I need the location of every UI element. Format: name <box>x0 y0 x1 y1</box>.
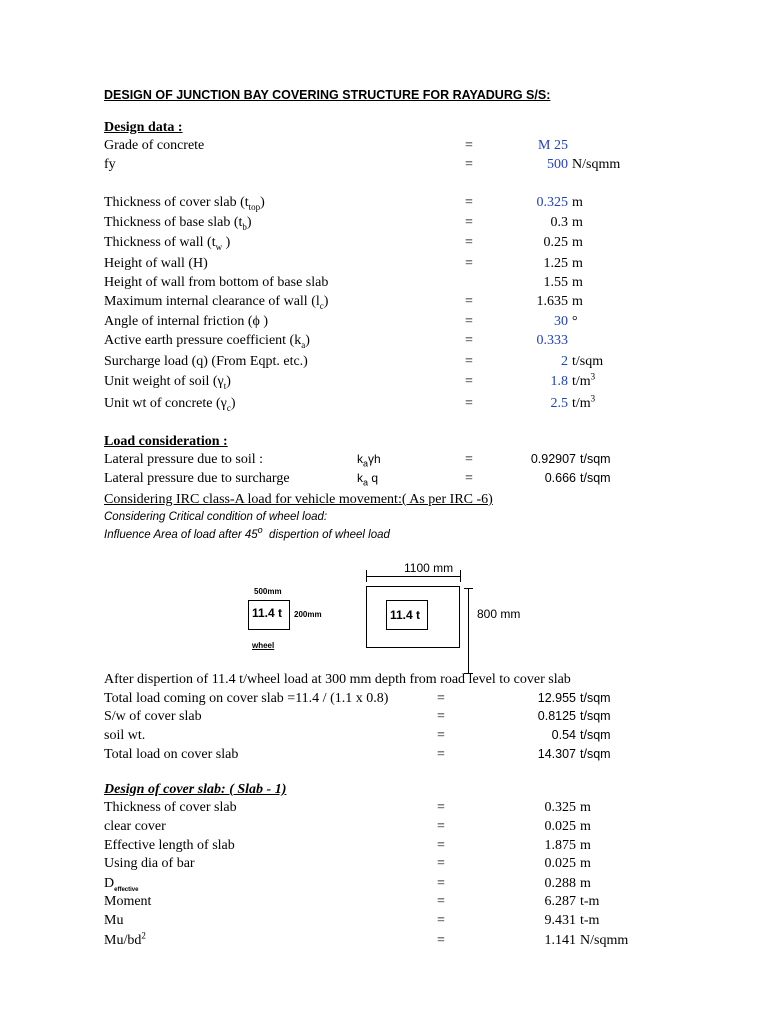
design-data-unit: $t/m^3$ <box>572 393 596 411</box>
design-data-row <box>0 138 768 157</box>
dispersion-line: After dispertion of 11.4 t/wheel load at 300 mm depth from road level to cover slab <box>104 672 571 687</box>
design-data-row <box>0 275 768 294</box>
cover-slab-value: 9.431 <box>544 913 576 928</box>
design-data-value: 1.55 <box>543 275 568 290</box>
cover-slab-equals: = <box>437 913 445 928</box>
design-data-label: Height of wall (H) <box>104 256 208 271</box>
cover-slab-label: $Mu/bd^2$ <box>104 930 146 948</box>
design-data-unit: ° <box>572 314 578 329</box>
cover-slab-row <box>0 894 768 913</box>
design-data-label: Thickness of wall ($t_w$ ) <box>104 235 231 252</box>
design-data-value: 1.635 <box>536 294 568 309</box>
design-data-label: Angle of internal friction (ϕ ) <box>104 314 269 329</box>
design-data-equals: = <box>465 374 473 389</box>
load-formula: $k_a\gamma h$ <box>357 452 381 469</box>
dispersion-unit: t/sqm <box>580 747 611 761</box>
design-data-label: Active earth pressure coefficient $(k_a)$ <box>104 333 310 350</box>
design-data-equals: = <box>465 138 473 153</box>
cover-slab-unit: m <box>580 819 591 834</box>
dispersion-unit: t/sqm <box>580 709 611 723</box>
design-data-label: fy <box>104 157 116 172</box>
dispersion-equals: = <box>437 747 445 762</box>
load-unit: t/sqm <box>580 452 611 466</box>
design-data-label: Maximum internal clearance of wall $(l_c)$ <box>104 294 329 311</box>
cover-slab-equals: = <box>437 819 445 834</box>
design-data-row <box>0 314 768 333</box>
width-dimension-tick-left <box>366 570 367 582</box>
wheel-width-label: 500mm <box>254 587 282 596</box>
cover-slab-row <box>0 876 768 895</box>
load-consideration-heading: Load consideration : <box>104 434 228 449</box>
height-dimension-tick-top <box>464 588 473 589</box>
dispersion-unit: t/sqm <box>580 691 611 705</box>
design-data-row <box>0 371 768 393</box>
design-data-unit: N/sqmm <box>572 157 621 172</box>
width-dimension-line <box>366 576 460 577</box>
design-data-value: 1.8 <box>550 374 568 389</box>
wheel-length-label: 200mm <box>294 610 322 619</box>
cover-slab-row <box>0 856 768 875</box>
design-data-value: 500 <box>547 157 568 172</box>
load-formula: $k_a$ q <box>357 471 379 488</box>
cover-slab-unit: m <box>580 800 591 815</box>
dispersion-equals: = <box>437 709 445 724</box>
design-data-label: Height of wall from bottom of base slab <box>104 275 329 290</box>
design-data-value: 2.5 <box>550 396 568 411</box>
design-data-row <box>0 157 768 176</box>
dispersion-row <box>0 691 768 710</box>
irc-load-line: Considering IRC class-A load for vehicle movement:( As per IRC -6) <box>104 492 493 507</box>
cover-slab-unit: t-m <box>580 894 600 909</box>
load-label: Lateral pressure due to surcharge <box>104 471 290 486</box>
dispersion-label: Total load on cover slab <box>104 747 239 762</box>
load-equals: = <box>465 452 473 467</box>
cover-slab-row <box>0 838 768 857</box>
wheel-load-value: 11.4 t <box>252 606 283 620</box>
dispersion-label: Total load coming on cover slab =11.4 / (1.1 x 0.8) <box>104 691 389 706</box>
design-data-row <box>0 215 768 234</box>
load-row <box>0 471 768 490</box>
design-data-label: Surcharge load (q) (From Eqpt. etc.) <box>104 354 308 369</box>
dispersion-value: 14.307 <box>537 747 576 761</box>
design-data-row <box>0 256 768 275</box>
dispersion-label: S/w of cover slab <box>104 709 202 724</box>
cover-slab-label: Using dia of bar <box>104 856 195 871</box>
design-data-equals: = <box>465 256 473 271</box>
dispersion-value: 0.54 <box>551 728 576 742</box>
wheel-label: wheel <box>252 641 275 650</box>
design-data-label: Unit wt of concrete $(\gamma_c)$ <box>104 396 236 413</box>
cover-slab-label: Effective length of slab <box>104 838 235 853</box>
design-data-unit: m <box>572 235 583 250</box>
design-data-value: 0.3 <box>550 215 568 230</box>
load-row <box>0 452 768 471</box>
dispersion-equals: = <box>437 728 445 743</box>
design-data-value: 0.333 <box>536 333 568 348</box>
design-data-equals: = <box>465 235 473 250</box>
cover-slab-unit: t-m <box>580 913 600 928</box>
design-data-equals: = <box>465 354 473 369</box>
width-dimension-tick-right <box>460 570 461 582</box>
design-data-value: 1.25 <box>543 256 568 271</box>
design-data-row <box>0 354 768 373</box>
cover-slab-row <box>0 800 768 819</box>
dispersion-value: 0.8125 <box>537 709 576 723</box>
cover-slab-unit: m <box>580 856 591 871</box>
design-data-value: 0.25 <box>543 235 568 250</box>
cover-slab-value: 0.025 <box>544 856 576 871</box>
load-value: 0.92907 <box>530 452 576 466</box>
load-value: 0.666 <box>544 471 576 485</box>
design-data-equals: = <box>465 157 473 172</box>
design-data-unit: m <box>572 195 583 210</box>
design-data-equals: = <box>465 195 473 210</box>
dispersion-row <box>0 747 768 766</box>
design-data-label: Thickness of cover slab $(t_{top})$ <box>104 195 265 212</box>
design-data-row <box>0 294 768 313</box>
design-data-value: M 25 <box>538 138 568 153</box>
design-data-unit: m <box>572 294 583 309</box>
cover-slab-equals: = <box>437 856 445 871</box>
cover-slab-value: 6.287 <box>544 894 576 909</box>
design-data-unit: m <box>572 256 583 271</box>
cover-slab-heading: Design of cover slab: ( Slab - 1) <box>104 782 287 797</box>
area-width-label: 1100 mm <box>404 561 454 575</box>
cover-slab-equals: = <box>437 838 445 853</box>
document-title: DESIGN OF JUNCTION BAY COVERING STRUCTURE FOR RAYADURG S/S: <box>104 88 551 102</box>
design-data-value: 0.325 <box>536 195 568 210</box>
cover-slab-unit: m <box>580 838 591 853</box>
cover-slab-equals: = <box>437 876 445 891</box>
design-data-row <box>0 393 768 415</box>
cover-slab-label: clear cover <box>104 819 166 834</box>
dispersed-load-value: 11.4 t <box>390 608 421 622</box>
dispersion-label: soil wt. <box>104 728 146 743</box>
design-data-value: 2 <box>561 354 568 369</box>
design-data-equals: = <box>465 294 473 309</box>
dispersion-unit: t/sqm <box>580 728 611 742</box>
cover-slab-label: Thickness of cover slab <box>104 800 237 815</box>
design-data-label: Grade of concrete <box>104 138 205 153</box>
design-data-unit: $t/m^3$ <box>572 371 596 389</box>
cover-slab-unit: N/sqmm <box>580 933 629 948</box>
design-data-heading: Design data : <box>104 120 183 135</box>
design-data-label: Unit weight of soil $(\gamma_t)$ <box>104 374 231 391</box>
design-data-row <box>0 235 768 254</box>
design-data-value: 30 <box>554 314 568 329</box>
design-data-row <box>0 333 768 352</box>
influence-area-note: Influence Area of load after 45$^o$ dispertion of wheel load <box>104 525 390 541</box>
cover-slab-equals: = <box>437 894 445 909</box>
design-data-unit: t/sqm <box>572 354 604 369</box>
cover-slab-equals: = <box>437 933 445 948</box>
design-data-equals: = <box>465 314 473 329</box>
cover-slab-row <box>0 819 768 838</box>
cover-slab-row <box>0 913 768 932</box>
height-dimension-line <box>468 588 469 674</box>
design-data-equals: = <box>465 333 473 348</box>
cover-slab-value: 1.875 <box>544 838 576 853</box>
cover-slab-row <box>0 930 768 952</box>
cover-slab-equals: = <box>437 800 445 815</box>
load-label: Lateral pressure due to soil : <box>104 452 264 467</box>
area-height-label: 800 mm <box>477 607 521 621</box>
design-data-unit: m <box>572 215 583 230</box>
cover-slab-value: 0.288 <box>544 876 576 891</box>
dispersion-equals: = <box>437 691 445 706</box>
load-unit: t/sqm <box>580 471 611 485</box>
critical-condition-note: Considering Critical condition of wheel load: <box>104 511 328 523</box>
design-data-equals: = <box>465 215 473 230</box>
design-data-row <box>0 195 768 214</box>
cover-slab-label: Moment <box>104 894 152 909</box>
design-data-unit: m <box>572 275 583 290</box>
design-data-equals: = <box>465 396 473 411</box>
cover-slab-label: Mu <box>104 913 124 928</box>
load-equals: = <box>465 471 473 486</box>
cover-slab-value: 0.025 <box>544 819 576 834</box>
dispersion-row <box>0 709 768 728</box>
design-data-label: Thickness of base slab $(t_b)$ <box>104 215 252 232</box>
cover-slab-value: 1.141 <box>544 933 576 948</box>
cover-slab-value: 0.325 <box>544 800 576 815</box>
cover-slab-unit: m <box>580 876 591 891</box>
dispersion-value: 12.955 <box>537 691 576 705</box>
cover-slab-label: $D_{effective}$ <box>104 876 139 893</box>
dispersion-row <box>0 728 768 747</box>
